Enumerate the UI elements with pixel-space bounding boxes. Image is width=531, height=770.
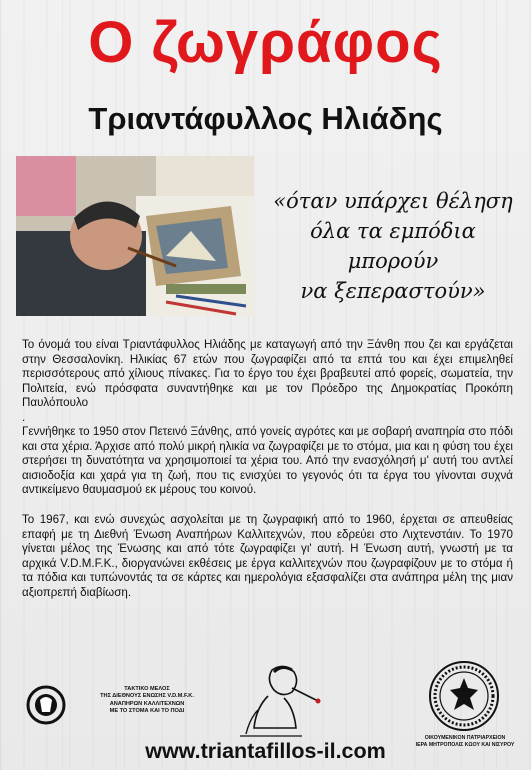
quote-line-3: μπορούν	[347, 249, 439, 273]
bio-paragraph-2: Γεννήθηκε το 1950 στον Πετεινό Ξάνθης, από γονείς αγρότες και με σοβαρή αναπηρία στο πόδι και στα χέρια. Άρχισε από πολύ μικρή ηλικία να ζωγραφίζει με το στόμα, μια και η φύση του έχει στερήσει τη δυνατότητα να χρησιμοποιεί τα χέρια του. Από την ενασχόλησή μ' αυτή του αντλεί αισιοδοξία και χαρά για τη ζωή, που τις ενισχύει το γεγονός ότι τα έργα του γίνονται συχνά αντικείμενο θαυμασμού εκ μέρους του κοινού.	[22, 424, 513, 497]
metropolis-caption-line: ΟΙΚΟΥΜΕΝΙΚΟΝ ΠΑΤΡΙΑΡΧΕΙΟΝ	[424, 735, 506, 741]
vdmfk-caption-line: ΤΑΚΤΙΚΟ ΜΕΛΟΣ	[124, 686, 170, 692]
website-link[interactable]: www.triantafillos-il.com	[145, 739, 386, 763]
artist-name: Τριαντάφυλλος Ηλιάδης	[88, 101, 443, 136]
biography	[22, 338, 513, 616]
vdmfk-caption	[72, 686, 222, 716]
painter-photo	[16, 156, 254, 316]
metropolis-caption-line: ΙΕΡΑ ΜΗΤΡΟΠΟΛΙΣ ΚΩΟΥ ΚΑΙ ΝΙΣΥΡΟΥ	[415, 742, 515, 748]
quote-line-4: να ξεπεραστούν»	[300, 279, 486, 303]
quote	[262, 186, 524, 306]
quote-line-1: «όταν υπάρχει θέληση	[273, 189, 513, 213]
metropolis-seal-icon	[428, 660, 500, 732]
painter-at-work-illustration	[16, 156, 254, 316]
bio-separator-dot: .	[22, 410, 26, 424]
vdmfk-caption-line: ΤΗΣ ΔΙΕΘΝΟΥΣ ΕΝΩΣΗΣ V.D.M.F.K.	[100, 693, 194, 700]
bio-paragraph-1: Το όνομά του είναι Τριαντάφυλλος Ηλιάδης με καταγωγή από την Ξάνθη που ζει και εργάζεται στην Θεσσαλονίκη. Ηλικίας 67 ετών που ζωγραφίζει από τα επτά του και έχει επιμεληθεί περισσότερους από χίλιους πίνακες. Για το έργο του έχει βραβευτεί από φορείς, σωματεία, την Πολιτεία, ενώ πρόσφατα συναντήθηκε και με τον Πρόεδρο της Δημοκρατίας Προκόπη Παυλόπουλο	[22, 338, 513, 410]
mouth-painter-sketch	[232, 658, 324, 746]
poster-title: Ο ζωγράφος	[88, 10, 443, 75]
vdmfk-caption-line: ΑΝΑΠΗΡΩΝ ΚΑΛΛΙΤΕΧΝΩΝ	[109, 700, 185, 707]
quote-line-2: όλα τα εμπόδια	[310, 219, 476, 243]
vdmfk-logo-icon	[26, 680, 66, 730]
bio-paragraph-3: Το 1967, και ενώ συνεχώς ασχολείται με τη ζωγραφική από το 1960, έρχεται σε απευθείας επαφή με τη Διεθνή Ένωση Αναπήρων Καλλιτεχνών, που εδρεύει στο Λιχτενστάιν. Το 1970 γίνεται μέλος της Ένωσης και από τότε ζωγραφίζει γι' αυτή. Η Ένωση αυτή, γνωστή με τα αρχικά V.D.M.F.K., διοργανώνει εκθέσεις με έργα καλλιτεχνών που ζωγραφίζουν με το στόμα ή τα πόδια και τυπώνοντάς τα σε κάρτες και ημερολόγια εξασφαλίζει στα ανάπηρα μέλη της μιαν αξιοπρεπή διαβίωση.	[22, 512, 513, 599]
vdmfk-caption-line: ΜΕ ΤΟ ΣΤΟΜΑ ΚΑΙ ΤΟ ΠΟΔΙ	[109, 708, 185, 715]
